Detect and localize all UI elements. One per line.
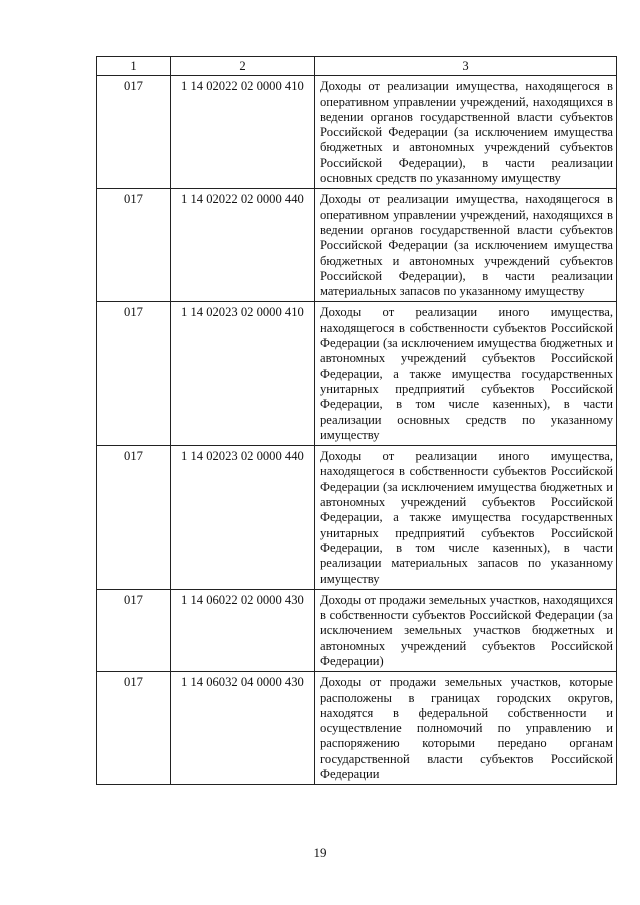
table-row	[97, 302, 617, 446]
table-row	[97, 446, 617, 590]
admin-code-cell: 017	[97, 446, 171, 590]
kbk-code-cell: 1 14 02022 02 0000 410	[171, 76, 315, 189]
revenue-name-cell: Доходы от продажи земельных участков, находящихся в собственности субъектов Российской Федерации (за исключением земельных участков бюджетных и автономных учреждений субъектов Российской Федерации)	[315, 589, 617, 671]
table-row	[97, 189, 617, 302]
kbk-code-cell: 1 14 06032 04 0000 430	[171, 672, 315, 785]
kbk-code-cell: 1 14 02023 02 0000 440	[171, 446, 315, 590]
table-row	[97, 672, 617, 785]
column-header-1: 1	[97, 57, 171, 76]
admin-code-cell: 017	[97, 589, 171, 671]
table-body	[97, 76, 617, 785]
page-number: 19	[313, 845, 327, 860]
admin-code-cell: 017	[97, 302, 171, 446]
column-header-2: 2	[171, 57, 315, 76]
kbk-code-cell: 1 14 02023 02 0000 410	[171, 302, 315, 446]
revenue-name-cell: Доходы от реализации иного имущества, находящегося в собственности субъектов Российской Федерации (за исключением имущества бюджетных и автономных учреждений субъектов Российской Федерации, а также имущества государственных унитарных предприятий субъектов Российской Федерации, в том числе казенных), в части реализации материальных запасов по указанному имуществу	[315, 446, 617, 590]
revenue-classification-table	[96, 56, 617, 785]
table-row	[97, 76, 617, 189]
table-row	[97, 589, 617, 671]
admin-code-cell: 017	[97, 672, 171, 785]
revenue-name-cell: Доходы от реализации иного имущества, находящегося в собственности субъектов Российской Федерации (за исключением имущества бюджетных и автономных учреждений субъектов Российской Федерации, а также имущества государственных унитарных предприятий субъектов Российской Федерации, в том числе казенных), в части реализации основных средств по указанному имуществу	[315, 302, 617, 446]
column-header-3: 3	[315, 57, 617, 76]
revenue-name-cell: Доходы от продажи земельных участков, которые расположены в границах городских округов, находятся в федеральной собственности и осуществление полномочий по управлению и распоряжению которыми передано органам государственной власти субъектов Российской Федерации	[315, 672, 617, 785]
header-row	[97, 57, 617, 76]
table-header	[97, 57, 617, 76]
admin-code-cell: 017	[97, 76, 171, 189]
kbk-code-cell: 1 14 06022 02 0000 430	[171, 589, 315, 671]
kbk-code-cell: 1 14 02022 02 0000 440	[171, 189, 315, 302]
revenue-name-cell: Доходы от реализации имущества, находящегося в оперативном управлении учреждений, находящихся в ведении органов государственной власти субъектов Российской Федерации (за исключением имущества бюджетных и автономных учреждений субъектов Российской Федерации), в части реализации материальных запасов по указанному имуществу	[315, 189, 617, 302]
admin-code-cell: 017	[97, 189, 171, 302]
revenue-name-cell: Доходы от реализации имущества, находящегося в оперативном управлении учреждений, находящихся в ведении органов государственной власти субъектов Российской Федерации (за исключением имущества бюджетных и автономных учреждений субъектов Российской Федерации), в части реализации основных средств по указанному имуществу	[315, 76, 617, 189]
